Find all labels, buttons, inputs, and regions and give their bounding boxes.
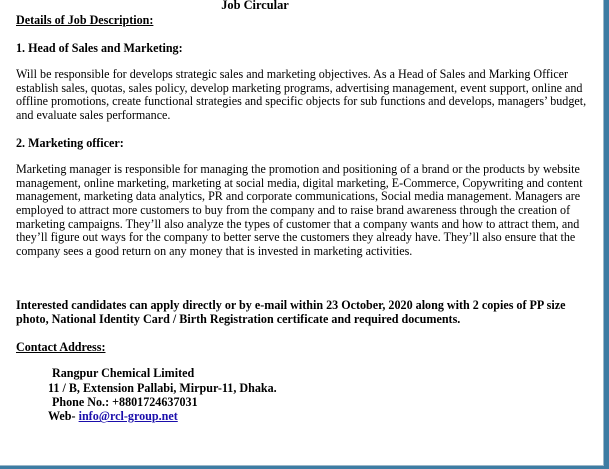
phone-number: Phone No.: +8801724637031 xyxy=(52,394,198,409)
job-heading-head-of-sales: 1. Head of Sales and Marketing: xyxy=(16,40,183,55)
document-content xyxy=(16,14,588,424)
job-description-head-of-sales: Will be responsible for develops strategic sales and marketing objectives. As a Head of Sales and Marking Officer establish sales, quotas, sales policy, develop marketing programs, advertising management, event support, online and offline promotions, create functional strategies and specific objects for sub functions and develops, managers’ budget, and evaluate sales performance. xyxy=(16,67,587,122)
section-title: Details of Job Description: xyxy=(16,13,154,27)
contact-title: Contact Address: xyxy=(16,339,106,354)
application-instructions: Interested candidates can apply directly or by e-mail within 23 October, 2020 along with 2 copies of PP size photo, National Identity Card / Birth Registration certificate and required documents. xyxy=(16,298,566,326)
contact-address xyxy=(16,366,588,424)
web-label: Web- xyxy=(48,409,76,424)
email-link[interactable]: info@rcl-group.net xyxy=(78,409,178,424)
document-title: Job Circular xyxy=(221,0,289,12)
job-heading-marketing-officer: 2. Marketing officer: xyxy=(16,135,124,150)
company-name: Rangpur Chemical Limited xyxy=(52,366,195,381)
street-address: 11 / B, Extension Pallabi, Mirpur-11, Dhaka. xyxy=(48,380,277,395)
job-description-marketing-officer: Marketing manager is responsible for managing the promotion and positioning of a brand or the products by website management, online marketing, marketing at social media, digital marketing, E-Commerce, Copywriting and content management, marketing data analytics, PR and corporate communications, Social media management. Managers are employed to attract more customers to buy from the company and to raise brand awareness through the creation of marketing campaigns. They’ll also analyze the types of customer that a company wants and how to attract them, and they’ll figure out ways for the company to better serve the customers they already have. They’ll also ensure that the company sees a good return on any money that is invested in marketing activities. xyxy=(16,162,583,258)
web-line xyxy=(48,409,588,423)
